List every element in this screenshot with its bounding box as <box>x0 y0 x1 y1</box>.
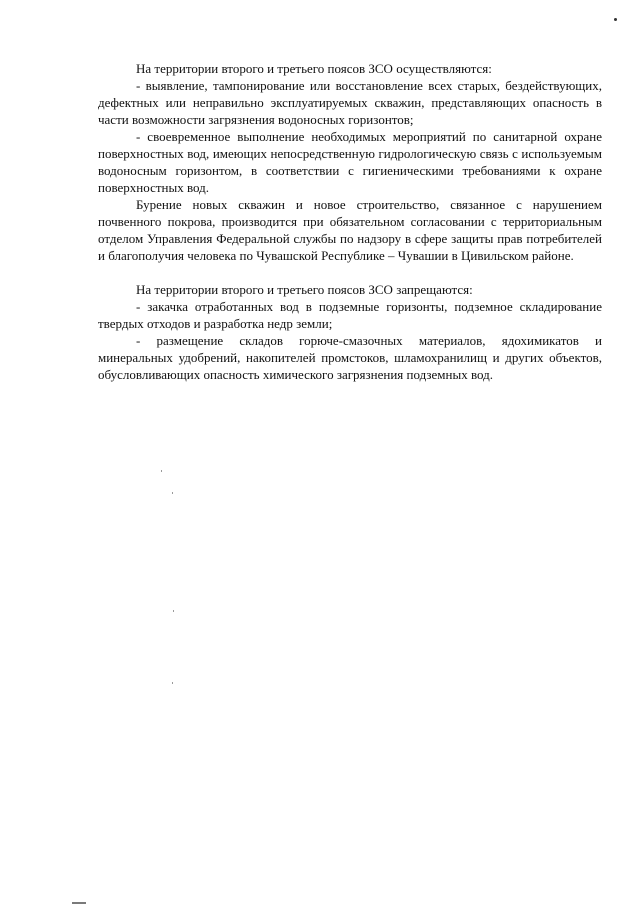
drilling-paragraph: Бурение новых скважин и новое строительство, связанное с нарушением почвенного покрова, производится при обязательном согласовании с территориальным отделом Управления Федеральной службы по надзору в сфере защиты прав потребителей и благополучия человека по Чувашской Республике – Чувашии в Цивильском районе. <box>98 197 602 263</box>
scan-speck <box>173 610 174 612</box>
section1-item-1: - выявление, тампонирование или восстановление всех старых, бездействующих, дефектных или неправильно эксплуатируемых скважин, представляющих опасность в части возможности загрязнения водоносных горизонтов; <box>98 78 602 127</box>
document-body <box>98 60 602 383</box>
section2-item-2: - размещение складов горюче-смазочных материалов, ядохимикатов и минеральных удобрений, накопителей промстоков, шламохранилищ и других объектов, обусловливающих опасность химического загрязнения подземных вод. <box>98 333 602 382</box>
section1-heading: На территории второго и третьего поясов ЗСО осуществляются: <box>136 61 492 76</box>
scan-speck <box>172 492 173 494</box>
section-gap <box>98 264 602 281</box>
scan-speck <box>172 682 173 684</box>
scan-speck <box>161 470 162 472</box>
scan-bottom-mark <box>72 902 86 904</box>
section2-item-1: - закачка отработанных вод в подземные горизонты, подземное складирование твердых отходов и разработка недр земли; <box>98 299 602 331</box>
section2-heading: На территории второго и третьего поясов ЗСО запрещаются: <box>136 282 473 297</box>
scan-dot <box>614 18 617 21</box>
section1-item-2: - своевременное выполнение необходимых мероприятий по санитарной охране поверхностных вод, имеющих непосредственную гидрологическую связь с используемым водоносным горизонтом, в соответствии с гигиеническими требованиями к охране поверхностных вод. <box>98 129 602 195</box>
